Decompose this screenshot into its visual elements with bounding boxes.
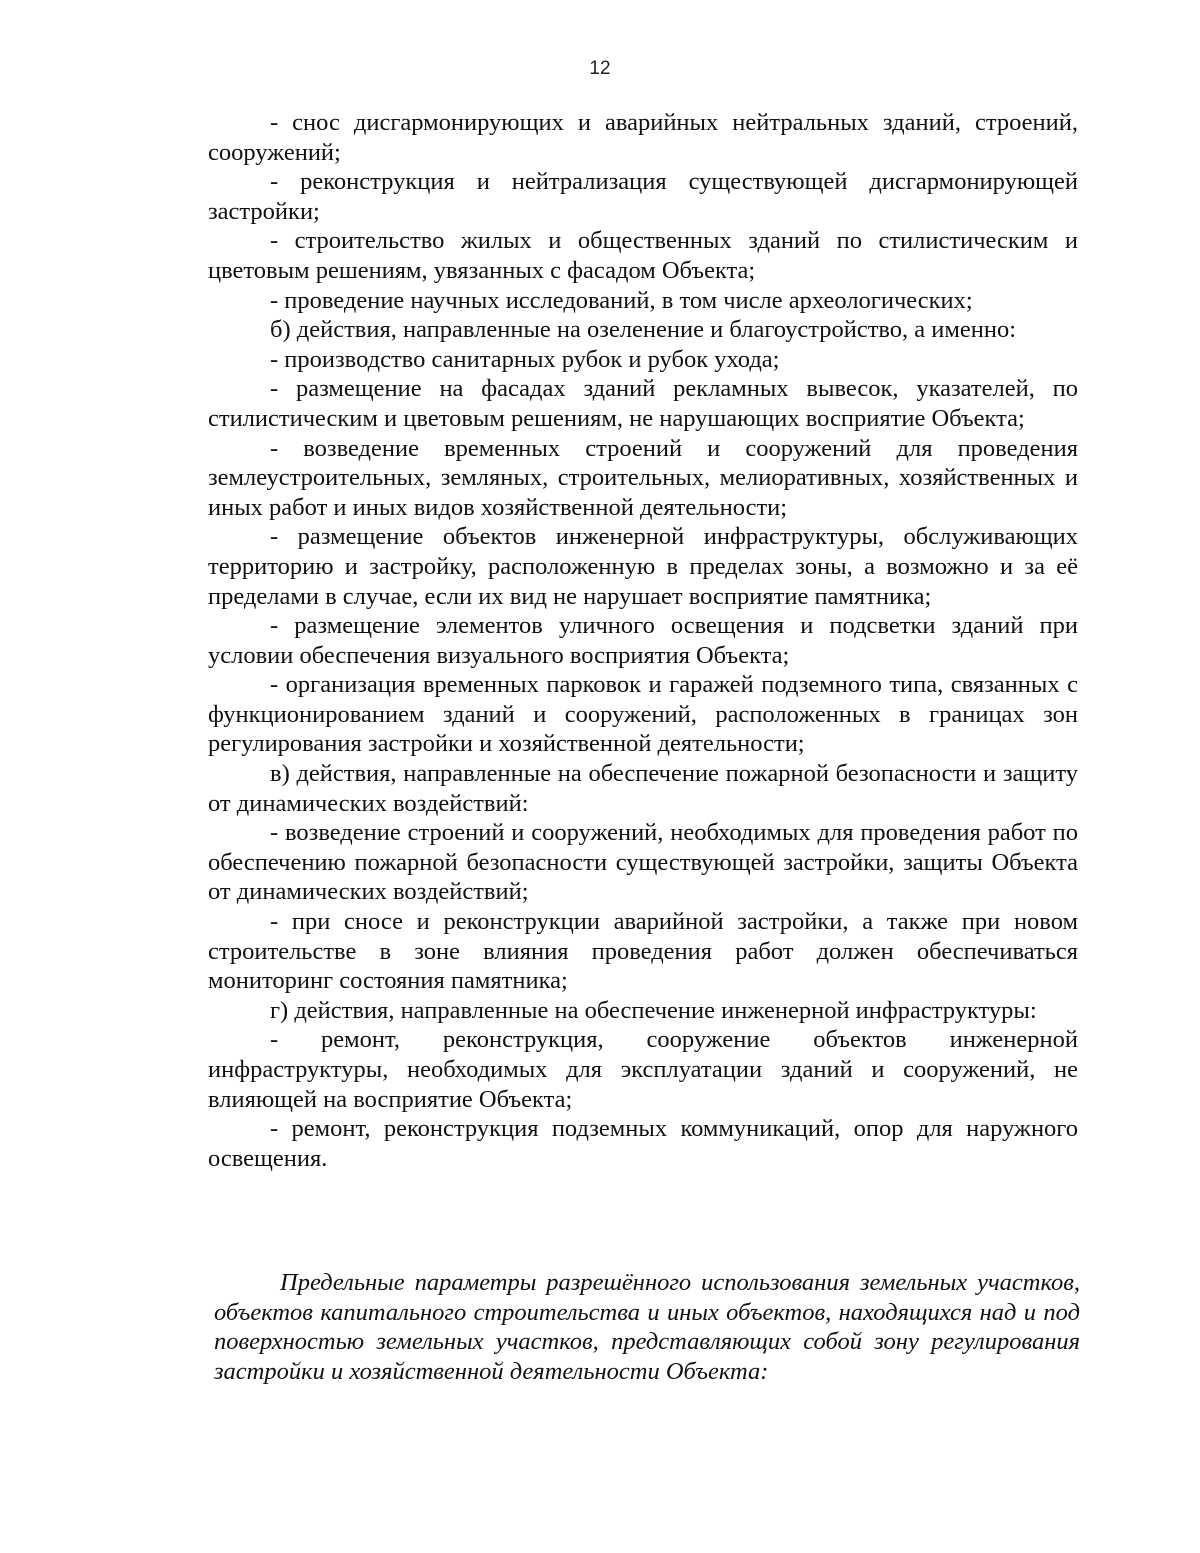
paragraph: - снос дисгармонирующих и аварийных нейтральных зданий, строений, сооружений; [208, 109, 1078, 166]
paragraph: г) действия, направленные на обеспечение инженерной инфраструктуры: [270, 996, 1037, 1024]
paragraph: б) действия, направленные на озеленение и благоустройство, а именно: [270, 316, 1017, 344]
paragraph: - размещение элементов уличного освещения и подсветки зданий при условии обеспечения визуального восприятия Объекта; [208, 612, 1078, 669]
paragraph: - ремонт, реконструкция, сооружение объектов инженерной инфраструктуры, необходимых для эксплуатации зданий и сооружений, не влияющей на восприятие Объекта; [208, 1026, 1078, 1113]
paragraph: - организация временных парковок и гаражей подземного типа, связанных с функционированием зданий и сооружений, расположенных в границах зон регулирования застройки и хозяйственной деятельности; [208, 671, 1078, 758]
page-number: 12 [589, 58, 611, 79]
section-heading: Предельные параметры разрешённого использования земельных участков, объектов капитального строительства и иных объектов, находящихся над и под поверхностью земельных участков, представляющих собой зону регулирования застройки и хозяйственной деятельности Объекта: [214, 1269, 1080, 1385]
paragraph: - размещение на фасадах зданий рекламных вывесок, указателей, по стилистическим и цветовым решениям, не нарушающих восприятие Объекта; [208, 375, 1078, 432]
paragraph: - производство санитарных рубок и рубок ухода; [270, 345, 780, 373]
paragraph: - размещение объектов инженерной инфраструктуры, обслуживающих территорию и застройку, расположенную в пределах зоны, а возможно и за её пределами в случае, если их вид не нарушает восприятие памятника; [208, 523, 1078, 610]
paragraph: - возведение строений и сооружений, необходимых для проведения работ по обеспечению пожарной безопасности существующей застройки, защиты Объекта от динамических воздействий; [208, 819, 1078, 906]
paragraph: - реконструкция и нейтрализация существующей дисгармонирующей застройки; [208, 168, 1078, 225]
paragraph: - строительство жилых и общественных зданий по стилистическим и цветовым решениям, увязанных с фасадом Объекта; [208, 227, 1078, 284]
paragraph: - при сносе и реконструкции аварийной застройки, а также при новом строительстве в зоне влияния проведения работ должен обеспечиваться мониторинг состояния памятника; [208, 908, 1078, 995]
paragraph: в) действия, направленные на обеспечение пожарной безопасности и защиту от динамических воздействий: [208, 760, 1078, 817]
paragraph: - возведение временных строений и сооружений для проведения землеустроительных, земляных, строительных, мелиоративных, хозяйственных и иных работ и иных видов хозяйственной деятельности; [208, 434, 1078, 521]
document-body [208, 108, 1078, 1173]
paragraph: - проведение научных исследований, в том числе археологических; [270, 286, 973, 314]
paragraph: - ремонт, реконструкция подземных коммуникаций, опор для наружного освещения. [208, 1115, 1078, 1172]
